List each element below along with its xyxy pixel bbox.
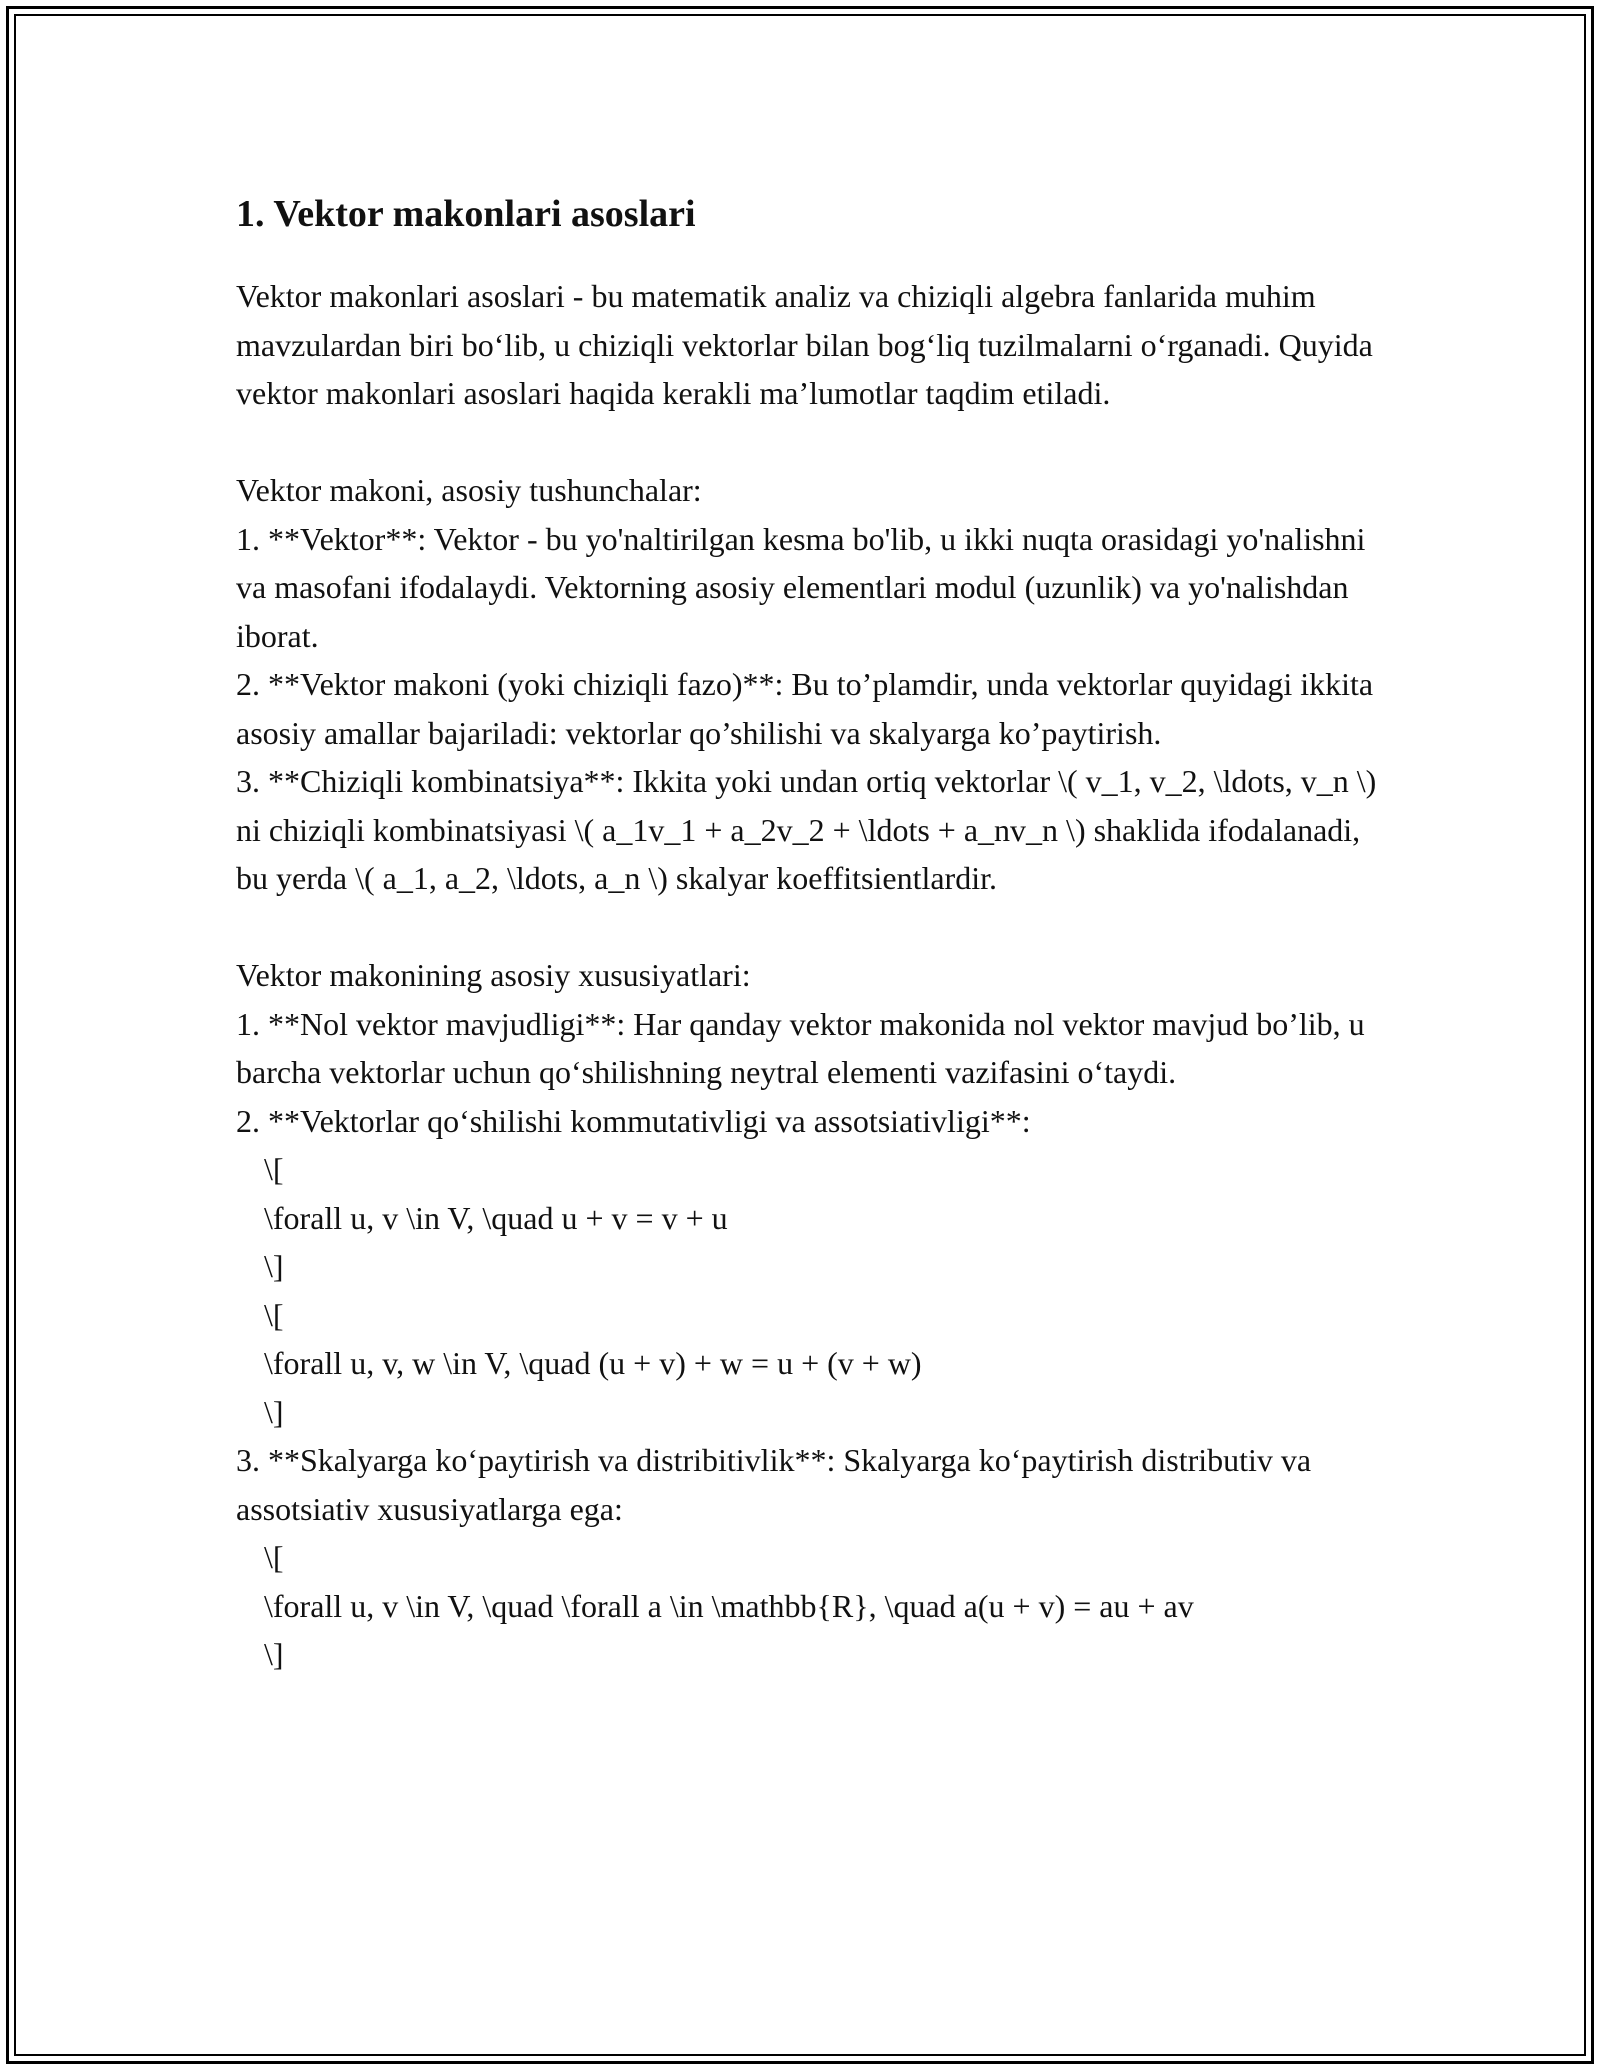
math-line: \forall u, v, w \in V, \quad (u + v) + w = u + (v + w) — [264, 1345, 922, 1381]
math-line: \forall u, v \in V, \quad \forall a \in \mathbb{R}, \quad a(u + v) = au + av — [264, 1587, 1194, 1624]
math-line: \[ — [264, 1151, 284, 1187]
section1-item-chiziqli-kombinatsiya: 3. **Chiziqli kombinatsiya**: Ikkita yoki undan ortiq vektorlar \( v_1, v_2, \ldots, v_n \) ni chiziqli kombinatsiyasi \( a_1v_1 + a_2v_2 + \ldots + a_nv_n \) shaklida ifodalanadi, bu yerda \( a_1, a_2, \ldots, a_n \) skalyar koeffitsientlardir. — [236, 763, 1377, 896]
math-line: \[ — [264, 1539, 284, 1575]
paragraph-spacer — [236, 903, 1396, 952]
section2-heading: Vektor makonining asosiy xususiyatlari: — [236, 957, 751, 993]
intro-paragraph: Vektor makonlari asoslari - bu matematik analiz va chiziqli algebra fanlarida muhim mavzulardan biri bo‘lib, u chiziqli vektorlar bilan bog‘liq tuzilmalarni o‘rganadi. Quyida vektor makonlari asoslari haqida kerakli ma’lumotlar taqdim etiladi. — [236, 278, 1373, 411]
section1-item-vektor: 1. **Vektor**: Vektor - bu yo'naltirilgan kesma bo'lib, u ikki nuqta orasidagi yo'nalishni va masofani ifodalaydi. Vektorning asosiy elementlari modul (uzunlik) va yo'nalishdan iborat. — [236, 520, 1366, 654]
paragraph-spacer — [236, 418, 1396, 467]
math-line: \forall u, v \in V, \quad u + v = v + u — [264, 1199, 728, 1236]
section2-item-distributivlik: 3. **Skalyarga ko‘paytirish va distribitivlik**: Skalyarga ko‘paytirish distributiv va assotsiativ xususiyatlarga ega: — [236, 1442, 1312, 1527]
section2-item-kommutativlik: 2. **Vektorlar qo‘shilishi kommutativligi va assotsiativligi**: — [236, 1102, 1031, 1139]
math-line: \] — [264, 1393, 284, 1430]
section1-heading: Vektor makoni, asosiy tushunchalar: — [236, 472, 702, 508]
math-line: \[ — [264, 1296, 284, 1333]
math-line: \] — [264, 1636, 284, 1672]
section1-item-vektor-makoni: 2. **Vektor makoni (yoki chiziqli fazo)**: Bu to’plamdir, unda vektorlar quyidagi ikkita asosiy amallar bajariladi: vektorlar qo’shilishi va skalyarga ko’paytirish. — [236, 666, 1374, 751]
section2-item-nol-vektor: 1. **Nol vektor mavjudligi**: Har qanday vektor makonida nol vektor mavjud bo’lib, u barcha vektorlar uchun qo‘shilishning neytral elementi vazifasini o‘taydi. — [236, 1005, 1365, 1090]
page-title: 1. Vektor makonlari asoslari — [236, 193, 696, 235]
document-body — [236, 186, 1396, 1679]
math-line: \] — [264, 1248, 284, 1284]
